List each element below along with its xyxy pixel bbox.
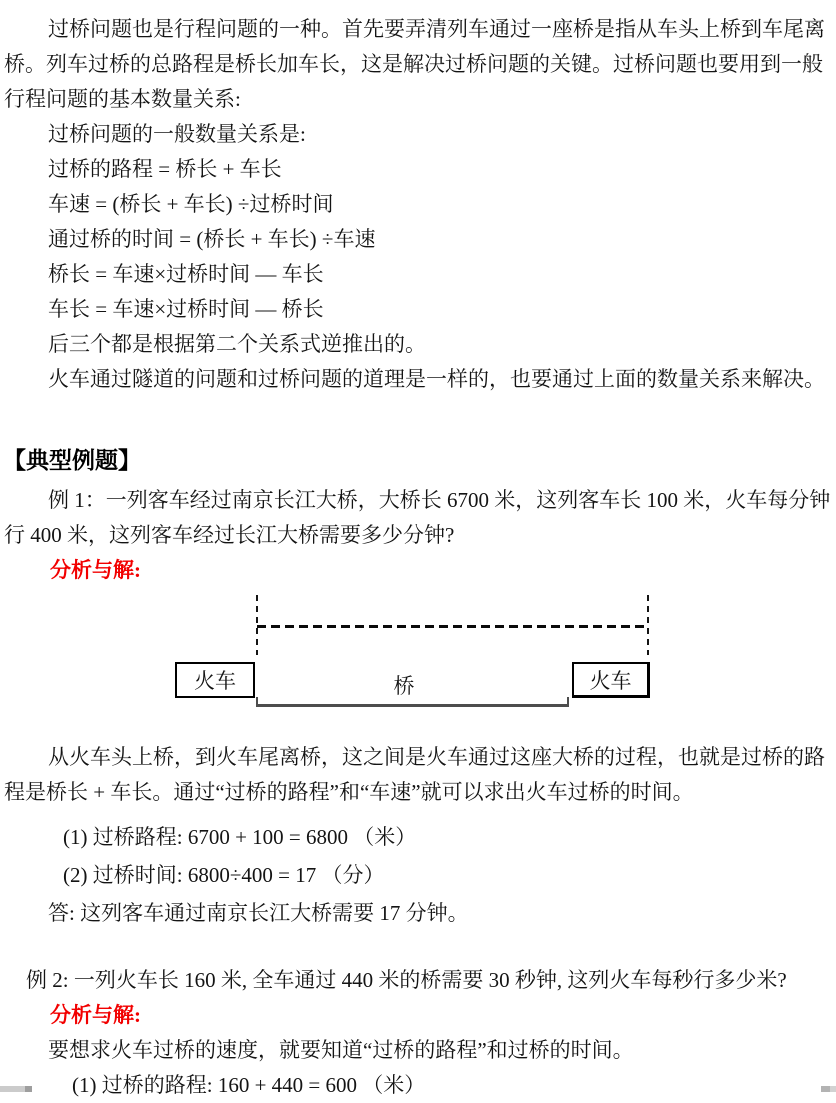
scrollbar-fragment-right[interactable] (830, 1086, 836, 1092)
intro-line: 桥。列车过桥的总路程是桥长加车长，这是解决过桥问题的关键。过桥问题也要用到一般 (4, 52, 823, 76)
tunnel-note: 火车通过隧道的问题和过桥问题的道理是一样的，也要通过上面的数量关系来解决。 (48, 367, 825, 391)
formula-line: 车长 = 车速×过桥时间 — 桥长 (48, 297, 324, 321)
example1-step: (2) 过桥时间: 6800÷400 = 17 （分） (63, 863, 385, 887)
example1-analysis-label: 分析与解: (50, 558, 141, 582)
section-heading: 【典型例题】 (3, 448, 141, 473)
formula-line: 过桥的路程 = 桥长 + 车长 (48, 157, 282, 181)
example1-answer: 答: 这列客车通过南京长江大桥需要 17 分钟。 (48, 901, 469, 925)
bridge-label: 桥 (393, 674, 415, 698)
train-label: 火车 (194, 669, 236, 693)
example1-discussion-line: 程是桥长 + 车长。通过“过桥的路程”和“车速”就可以求出火车过桥的时间。 (4, 780, 694, 804)
train-bridge-diagram (0, 588, 836, 715)
example1-step: (1) 过桥路程: 6700 + 100 = 6800 （米） (63, 825, 417, 849)
intro-line: 过桥问题也是行程问题的一种。首先要弄清列车通过一座桥是指从车头上桥到车尾离 (48, 17, 825, 41)
example2-discussion: 要想求火车过桥的速度，就要知道“过桥的路程”和过桥的时间。 (48, 1038, 634, 1062)
intro-line: 行程问题的基本数量关系: (4, 87, 241, 111)
formula-line: 通过桥的时间 = (桥长 + 车长) ÷车速 (48, 227, 376, 251)
scrollbar-fragment-left-thumb[interactable] (25, 1086, 32, 1092)
train-label: 火车 (589, 668, 632, 693)
train-box-right (572, 662, 650, 698)
scrollbar-fragment-right-thumb[interactable] (821, 1086, 830, 1092)
example1-problem-line: 例 1：一列客车经过南京长江大桥，大桥长 6700 米，这列客车长 100 米，火车每分钟 (48, 488, 831, 512)
train-box-left (175, 662, 255, 698)
example2-step: (1) 过桥的路程: 160 + 440 = 600 （米） (72, 1073, 426, 1097)
dashed-line-span (257, 625, 649, 628)
bridge-bracket (256, 697, 569, 707)
scrollbar-fragment-left[interactable] (0, 1086, 25, 1092)
relations-intro: 过桥问题的一般数量关系是: (48, 122, 306, 146)
example2-analysis-label: 分析与解: (50, 1003, 141, 1027)
formula-note: 后三个都是根据第二个关系式逆推出的。 (48, 332, 426, 356)
example1-problem-line: 行 400 米，这列客车经过长江大桥需要多少分钟? (4, 523, 455, 547)
formula-line: 车速 = (桥长 + 车长) ÷过桥时间 (48, 192, 334, 216)
formula-line: 桥长 = 车速×过桥时间 — 车长 (48, 262, 324, 286)
example2-problem: 例 2: 一列火车长 160 米, 全车通过 440 米的桥需要 30 秒钟, 这列火车每秒行多少米? (26, 968, 787, 992)
example1-discussion-line: 从火车头上桥，到火车尾离桥，这之间是火车通过这座大桥的过程，也就是过桥的路 (48, 745, 825, 769)
